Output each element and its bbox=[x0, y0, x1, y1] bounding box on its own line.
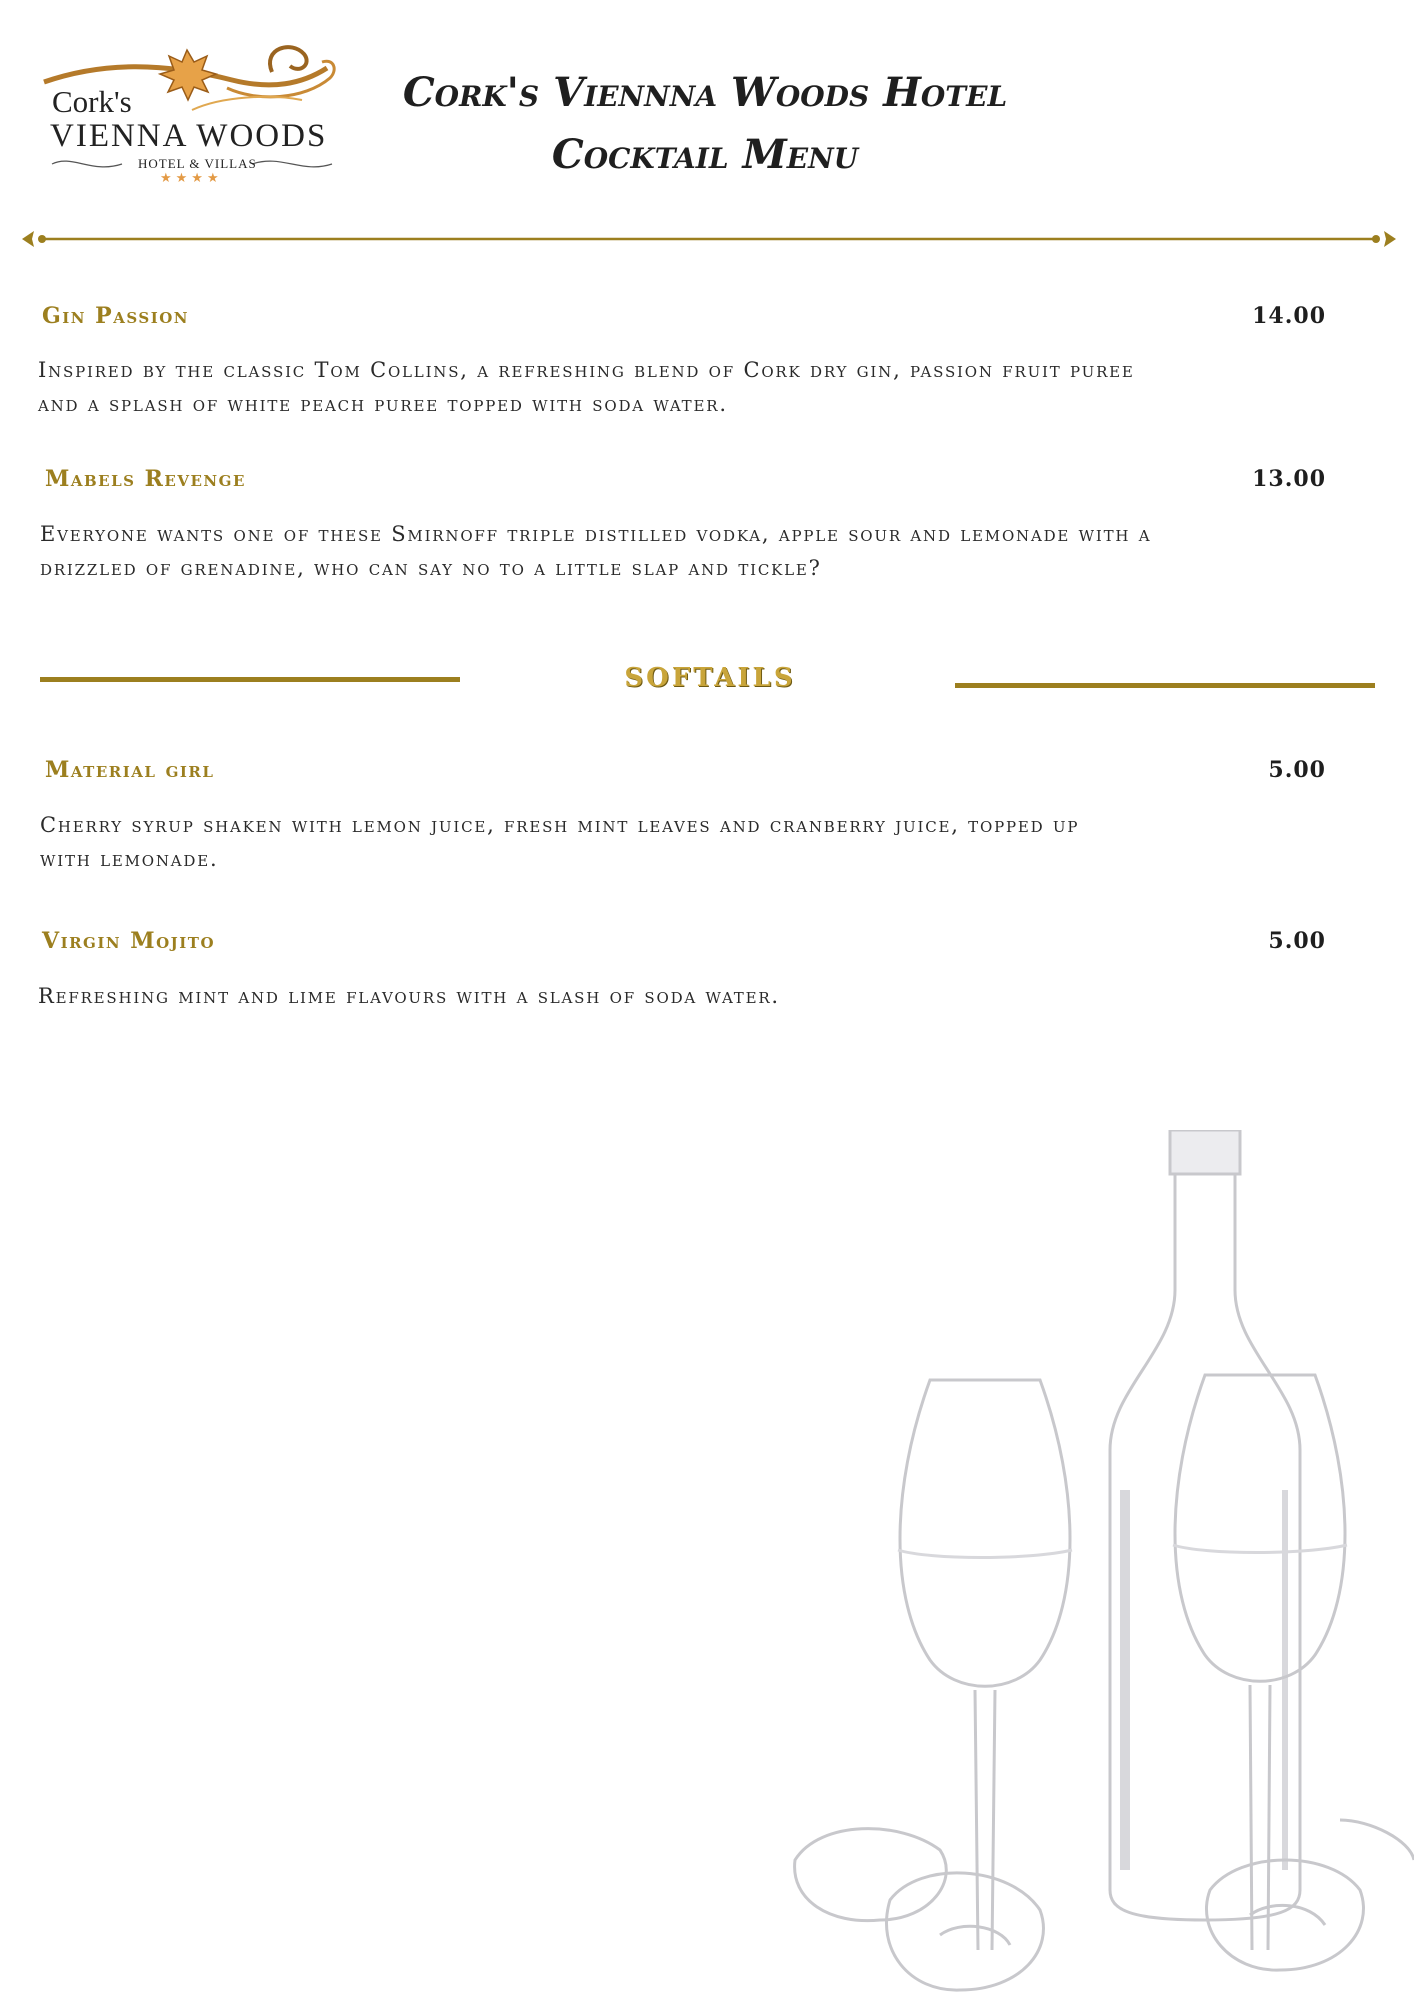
item-price-gin-passion: 14.00 bbox=[1252, 303, 1326, 329]
item-desc-mabels-revenge: Everyone wants one of these Smirnoff triple distilled vodka, apple sour and lemonade with a drizzled of grenadine, who can say no to a little slap and tickle? bbox=[40, 522, 1152, 580]
title-line-2: Cocktail Menu bbox=[551, 131, 859, 178]
section-line-right bbox=[955, 683, 1375, 688]
page-title bbox=[330, 62, 1080, 186]
wine-bottle-glasses-illustration bbox=[780, 1130, 1414, 2000]
item-price-material-girl: 5.00 bbox=[1268, 757, 1326, 783]
item-desc-virgin-mojito: Refreshing mint and lime flavours with a slash of soda water. bbox=[38, 984, 780, 1008]
item-price-virgin-mojito: 5.00 bbox=[1268, 928, 1326, 954]
hotel-logo bbox=[42, 40, 342, 190]
logo-hotel-villas-text: HOTEL & VILLAS bbox=[138, 156, 257, 171]
logo-stars: ★★★★ bbox=[160, 171, 223, 186]
item-desc-gin-passion: Inspired by the classic Tom Collins, a refreshing blend of Cork dry gin, passion fruit puree and a splash of white peach puree topped with soda water. bbox=[38, 358, 1135, 416]
logo-corks-text: Cork's bbox=[52, 84, 132, 119]
logo-vienna-woods-text: VIENNA WOODS bbox=[50, 118, 328, 154]
section-title-softails: SOFTAILS bbox=[624, 663, 796, 693]
title-line-1: Cork's Viennna Woods Hotel bbox=[402, 69, 1008, 116]
item-name-material-girl: Material girl bbox=[45, 757, 215, 783]
item-desc-material-girl: Cherry syrup shaken with lemon juice, fresh mint leaves and cranberry juice, topped up with lemonade. bbox=[40, 813, 1080, 871]
item-name-virgin-mojito: Virgin Mojito bbox=[42, 928, 216, 954]
item-price-mabels-revenge: 13.00 bbox=[1252, 466, 1326, 492]
section-line-left bbox=[40, 677, 460, 682]
item-name-mabels-revenge: Mabels Revenge bbox=[45, 466, 246, 492]
item-name-gin-passion: Gin Passion bbox=[42, 303, 189, 329]
ornamental-divider-icon bbox=[20, 224, 1398, 254]
